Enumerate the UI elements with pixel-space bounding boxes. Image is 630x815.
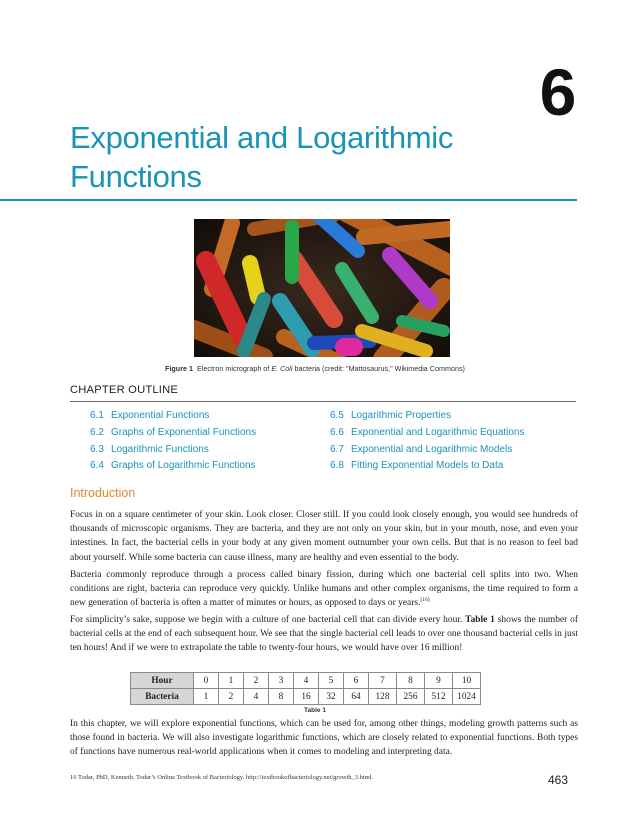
table-cell: 64 — [344, 689, 369, 705]
table-1-link[interactable]: Table 1 — [465, 615, 495, 625]
intro-paragraph-1: Focus in on a square centimeter of your skin. Look closer. Closer still. If you could look closely enough, you would see hundreds of thousands of microscopic organisms. They are bacteria, and they are not only on your skin, but in your mouth, nose, and even your intestines. In fact, the bacterial cells in your body at any given moment outnumber your own cells. But that is no reason to feel bad about yourself. While some bacteria can cause illness, many are healthy and even essential to the body. — [70, 510, 578, 563]
row-header-hour: Hour — [131, 673, 194, 689]
chapter-number: 6 — [539, 55, 577, 129]
table-caption: Table 1 — [304, 707, 326, 714]
outline-link-6-4[interactable]: 6.4 Graphs of Logarithmic Functions — [90, 460, 256, 472]
outline-column-right — [330, 408, 524, 475]
outline-link-6-3[interactable]: 6.3 Logarithmic Functions — [90, 443, 209, 455]
outline-column-left — [90, 408, 256, 475]
table-cell: 1 — [219, 673, 244, 689]
table-cell: 9 — [425, 673, 453, 689]
table-cell: 3 — [269, 673, 294, 689]
table-cell: 256 — [397, 689, 425, 705]
figure-caption-credit: bacteria (credit: "Mattosaurus," Wikimedia Commons) — [292, 364, 465, 373]
row-header-bacteria: Bacteria — [131, 689, 194, 705]
chapter-outline-heading: CHAPTER OUTLINE — [70, 384, 179, 396]
bacteria-growth-table — [130, 672, 481, 705]
figure-caption-species: E. Coli — [271, 364, 293, 373]
table-cell: 32 — [319, 689, 344, 705]
bacteria-micrograph-image — [194, 219, 450, 357]
table-cell: 2 — [244, 673, 269, 689]
table-cell: 0 — [194, 673, 219, 689]
intro-paragraph-3: For simplicity’s sake, suppose we begin with a culture of one bacterial cell that can divide every hour. Table 1 shows the number of bacterial cells at the end of each subsequent hour. We see that the single bacterial cell leads to over one thousand bacterial cells in just ten hours! And if we were to extrapolate the table to twenty-four hours, we would have over 16 million! — [70, 615, 578, 654]
intro-paragraph-2: Bacteria commonly reproduce through a process called binary fission, during which one bacterial cell splits into two. When conditions are right, bacteria can reproduce very quickly. Unlike humans and other complex organisms, the time required to form a new generation of bacteria is often a matter of minutes or hours, as opposed to days or years.[16] — [70, 570, 578, 609]
table-cell: 8 — [269, 689, 294, 705]
table-cell: 7 — [369, 673, 397, 689]
table-cell: 2 — [219, 689, 244, 705]
table-cell: 5 — [319, 673, 344, 689]
table-cell: 1024 — [453, 689, 481, 705]
introduction-heading: Introduction — [70, 486, 136, 500]
figure-label: Figure 1 — [165, 364, 193, 373]
outline-link-6-6[interactable]: 6.6 Exponential and Logarithmic Equations — [330, 426, 525, 438]
table-cell: 8 — [397, 673, 425, 689]
table-row — [131, 689, 481, 705]
footnote-ref-16[interactable]: [16] — [420, 597, 430, 604]
intro-paragraph-4: In this chapter, we will explore exponential functions, which can be used for, among other things, modeling growth patterns such as those found in bacteria. We will also investigate logarithmic functions, which are closely related to exponential functions. Both types of functions have numerous real-world applications when it comes to modeling and interpreting data. — [70, 719, 578, 758]
outline-link-6-7[interactable]: 6.7 Exponential and Logarithmic Models — [330, 443, 513, 455]
page-number: 463 — [548, 773, 569, 787]
table-cell: 10 — [453, 673, 481, 689]
table-cell: 512 — [425, 689, 453, 705]
table-cell: 16 — [294, 689, 319, 705]
table-cell: 4 — [244, 689, 269, 705]
outline-divider — [70, 401, 576, 402]
figure-caption-text: Electron micrograph of — [197, 364, 272, 373]
table-cell: 128 — [369, 689, 397, 705]
table-row — [131, 673, 481, 689]
table-cell: 1 — [194, 689, 219, 705]
outline-link-6-5[interactable]: 6.5 Logarithmic Properties — [330, 410, 452, 421]
table-cell: 4 — [294, 673, 319, 689]
outline-link-6-1[interactable]: 6.1 Exponential Functions — [90, 410, 210, 421]
bacteria-micrograph — [194, 219, 450, 357]
outline-link-6-2[interactable]: 6.2 Graphs of Exponential Functions — [90, 426, 257, 438]
table-cell: 6 — [344, 673, 369, 689]
footnote: 16 Todar, PhD, Kenneth. Todar’s Online Textbook of Bacteriology. http://textbookofbacteriology.net/growth_3.html. — [70, 774, 374, 781]
chapter-title: Exponential and Logarithmic Functions — [70, 120, 454, 194]
title-divider — [0, 199, 577, 201]
outline-link-6-8[interactable]: 6.8 Fitting Exponential Models to Data — [330, 460, 504, 472]
figure-caption — [0, 364, 630, 373]
